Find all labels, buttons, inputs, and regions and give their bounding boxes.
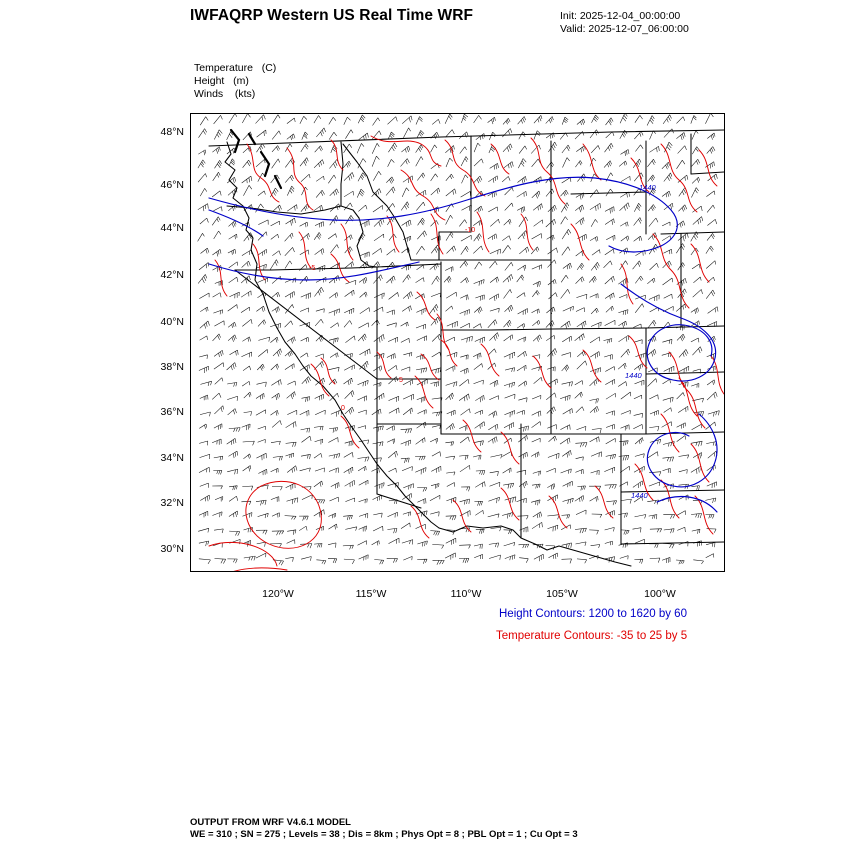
x-tick-label: 115°W	[355, 588, 387, 600]
temp-contour-label: 0	[341, 405, 345, 412]
legend-temperature-contours: Temperature Contours: -35 to 25 by 5	[496, 630, 688, 642]
temp-contour-label: -10	[465, 227, 476, 234]
temp-contour-label: 5	[399, 377, 403, 384]
legend-height-contours: Height Contours: 1200 to 1620 by 60	[499, 608, 687, 620]
y-tick-label: 32°N	[160, 497, 184, 509]
weather-map-plot[interactable]	[190, 113, 725, 572]
y-tick-label: 44°N	[160, 222, 184, 234]
y-tick-label: 48°N	[160, 126, 184, 138]
y-tick-label: 36°N	[160, 406, 184, 418]
units-key	[194, 62, 276, 101]
x-tick-label: 110°W	[450, 588, 482, 600]
height-contour-label: 1440	[639, 183, 656, 192]
y-tick-label: 42°N	[160, 269, 184, 281]
temp-contour-label: -5	[309, 265, 316, 272]
y-tick-label: 46°N	[160, 179, 184, 191]
y-tick-label: 34°N	[160, 452, 184, 464]
units-temperature: Temperature (C)	[194, 62, 277, 74]
height-contour-label: 1440	[631, 491, 648, 500]
init-time: Init: 2025-12-04_00:00:00	[560, 10, 681, 22]
x-tick-label: 120°W	[262, 588, 294, 600]
x-tick-label: 100°W	[644, 588, 676, 600]
model-output-footer	[190, 817, 578, 840]
units-height: Height (m)	[194, 75, 249, 87]
units-winds: Winds (kts)	[194, 88, 256, 100]
y-tick-label: 38°N	[160, 361, 184, 373]
model-run-info	[560, 10, 689, 36]
footer-line-2: WE = 310 ; SN = 275 ; Levels = 38 ; Dis = 8km ; Phys Opt = 8 ; PBL Opt = 1 ; Cu Opt = 3	[190, 828, 578, 840]
page-title: IWFAQRP Western US Real Time WRF	[190, 7, 474, 24]
y-tick-label: 30°N	[160, 543, 184, 555]
y-tick-label: 40°N	[160, 316, 184, 328]
x-tick-label: 105°W	[546, 588, 578, 600]
height-contour-label: 1440	[625, 371, 642, 380]
valid-time: Valid: 2025-12-07_06:00:00	[560, 23, 689, 35]
footer-line-1: OUTPUT FROM WRF V4.6.1 MODEL	[190, 817, 351, 828]
